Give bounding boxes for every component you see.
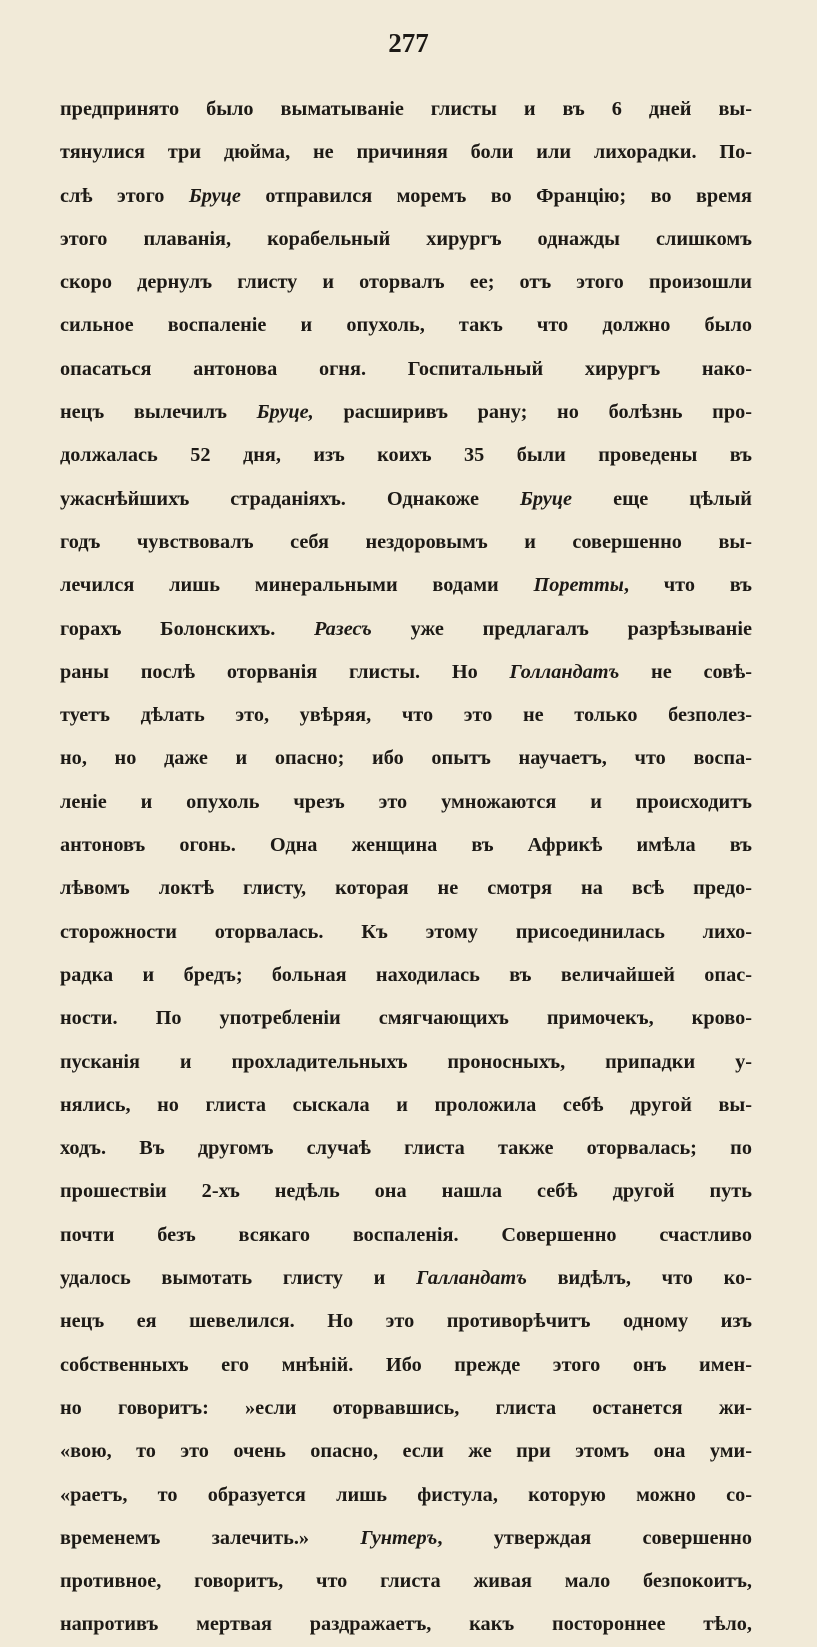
text-line xyxy=(60,608,752,651)
text-line xyxy=(60,1170,752,1213)
text-run: не совѣ- xyxy=(619,660,752,683)
italic-name: Поретты xyxy=(533,574,624,597)
text-run: раны послѣ оторванія глисты. Но xyxy=(60,660,510,683)
text-line xyxy=(60,1041,752,1084)
text-run: радка и бредъ; больная находилась въ величайшей опас- xyxy=(60,963,752,986)
text-run: туетъ дѣлать это, увѣряя, что это не только безполез- xyxy=(60,704,752,727)
text-run: сторожности оторвалась. Къ этому присоединилась лихо- xyxy=(60,920,752,943)
text-line xyxy=(60,564,752,607)
text-run: ности. По употребленіи смягчающихъ примочекъ, крово- xyxy=(60,1007,752,1030)
text-run: видѣлъ, что ко- xyxy=(526,1267,752,1290)
text-run: почти безъ всякаго воспаленія. Совершенно счастливо xyxy=(60,1223,752,1246)
text-line xyxy=(60,434,752,477)
italic-name: Разесъ xyxy=(314,617,372,640)
text-run: скоро дернулъ глисту и оторвалъ ее; отъ этого произошли xyxy=(60,271,752,294)
text-line xyxy=(60,694,752,737)
text-line xyxy=(60,1300,752,1343)
text-run: «раетъ, то образуется лишь фистула, которую можно со- xyxy=(60,1483,752,1506)
text-run: опасаться антонова огня. Госпитальный хирургъ нако- xyxy=(60,357,752,380)
text-run: этого плаванія, корабельный хирургъ однажды слишкомъ xyxy=(60,227,752,250)
text-line xyxy=(60,651,752,694)
italic-name: Голландатъ xyxy=(509,660,620,683)
text-line xyxy=(60,175,752,218)
text-run: еще цѣлый xyxy=(572,487,752,510)
text-line xyxy=(60,867,752,910)
text-line xyxy=(60,1560,752,1603)
text-line xyxy=(60,131,752,174)
text-run: противное, говоритъ, что глиста живая мало безпокоитъ, xyxy=(60,1570,752,1593)
text-run: сильное воспаленіе и опухоль, такъ что должно было xyxy=(60,314,752,337)
text-run: нецъ вылечилъ xyxy=(60,401,257,424)
text-line xyxy=(60,88,752,131)
text-run: , утверждая совершенно xyxy=(437,1526,752,1549)
text-line xyxy=(60,737,752,780)
text-line xyxy=(60,997,752,1040)
text-line xyxy=(60,478,752,521)
page-number: 277 xyxy=(388,28,429,58)
italic-name: Галландатъ xyxy=(416,1267,527,1290)
text-line xyxy=(60,218,752,261)
text-line xyxy=(60,1214,752,1257)
text-run: отправился моремъ во Францію; во время xyxy=(240,184,752,207)
text-line xyxy=(60,911,752,954)
text-run: удалось вымотать глисту и xyxy=(60,1267,417,1290)
text-line xyxy=(60,1257,752,1300)
text-run: прошествіи 2-хъ недѣль она нашла себѣ другой путь xyxy=(60,1180,752,1203)
text-line xyxy=(60,1517,752,1560)
text-run: но говоритъ: »если оторвавшись, глиста останется жи- xyxy=(60,1396,752,1419)
text-run: ужаснѣйшихъ страданіяхъ. Однакоже xyxy=(60,487,521,510)
text-line xyxy=(60,1127,752,1170)
text-line xyxy=(60,1603,752,1646)
text-run: предпринято было выматываніе глисты и въ 6 дней вы- xyxy=(60,98,752,120)
italic-name: Бруце xyxy=(520,487,573,510)
text-run: нецъ ея шевелился. Но это противорѣчитъ одному изъ xyxy=(60,1310,752,1333)
text-run: но, но даже и опасно; ибо опытъ научаетъ, что воспа- xyxy=(60,747,752,770)
text-line xyxy=(60,824,752,867)
text-line xyxy=(60,1387,752,1430)
text-line xyxy=(60,781,752,824)
italic-name: Бруце xyxy=(188,184,241,207)
text-run: должалась 52 дня, изъ коихъ 35 были проведены въ xyxy=(60,444,752,467)
text-run: уже предлагалъ разрѣзываніе xyxy=(371,617,752,640)
text-line xyxy=(60,521,752,564)
text-line xyxy=(60,1084,752,1127)
text-run: ходъ. Въ другомъ случаѣ глиста также оторвалась; по xyxy=(60,1137,752,1160)
text-line xyxy=(60,304,752,347)
text-run: , что въ xyxy=(623,574,752,597)
text-run: «вою, то это очень опасно, если же при этомъ она уми- xyxy=(60,1440,752,1463)
text-run: нялись, но глиста сыскала и проложила себѣ другой вы- xyxy=(60,1093,752,1116)
text-line xyxy=(60,391,752,434)
italic-name: Гунтеръ xyxy=(360,1526,438,1549)
text-line xyxy=(60,1344,752,1387)
body-text xyxy=(60,88,752,1647)
text-line xyxy=(60,1474,752,1517)
text-run: антоновъ огонь. Одна женщина въ Африкѣ имѣла въ xyxy=(60,834,752,857)
text-run: временемъ залечить.» xyxy=(60,1526,361,1549)
text-run: годъ чувствовалъ себя нездоровымъ и совершенно вы- xyxy=(60,530,752,553)
italic-name: Бруце, xyxy=(256,401,314,424)
text-run: лечился лишь минеральными водами xyxy=(60,574,534,597)
text-run: расширивъ рану; но болѣзнь про- xyxy=(313,401,752,424)
text-run: горахъ Болонскихъ. xyxy=(60,617,315,640)
text-line xyxy=(60,1430,752,1473)
text-run: собственныхъ его мнѣній. Ибо прежде этого онъ имен- xyxy=(60,1353,752,1376)
text-line xyxy=(60,261,752,304)
text-run: леніе и опухоль чрезъ это умножаются и происходитъ xyxy=(60,790,752,813)
text-run: слѣ этого xyxy=(60,184,189,207)
text-run: пусканія и прохладительныхъ проносныхъ, припадки у- xyxy=(60,1050,752,1073)
text-line xyxy=(60,348,752,391)
text-run: лѣвомъ локтѣ глисту, которая не смотря на всѣ предо- xyxy=(60,877,752,900)
text-run: тянулися три дюйма, не причиняя боли или лихорадки. По- xyxy=(60,141,752,164)
text-line xyxy=(60,954,752,997)
text-run: напротивъ мертвая раздражаетъ, какъ постороннее тѣло, xyxy=(60,1613,752,1636)
